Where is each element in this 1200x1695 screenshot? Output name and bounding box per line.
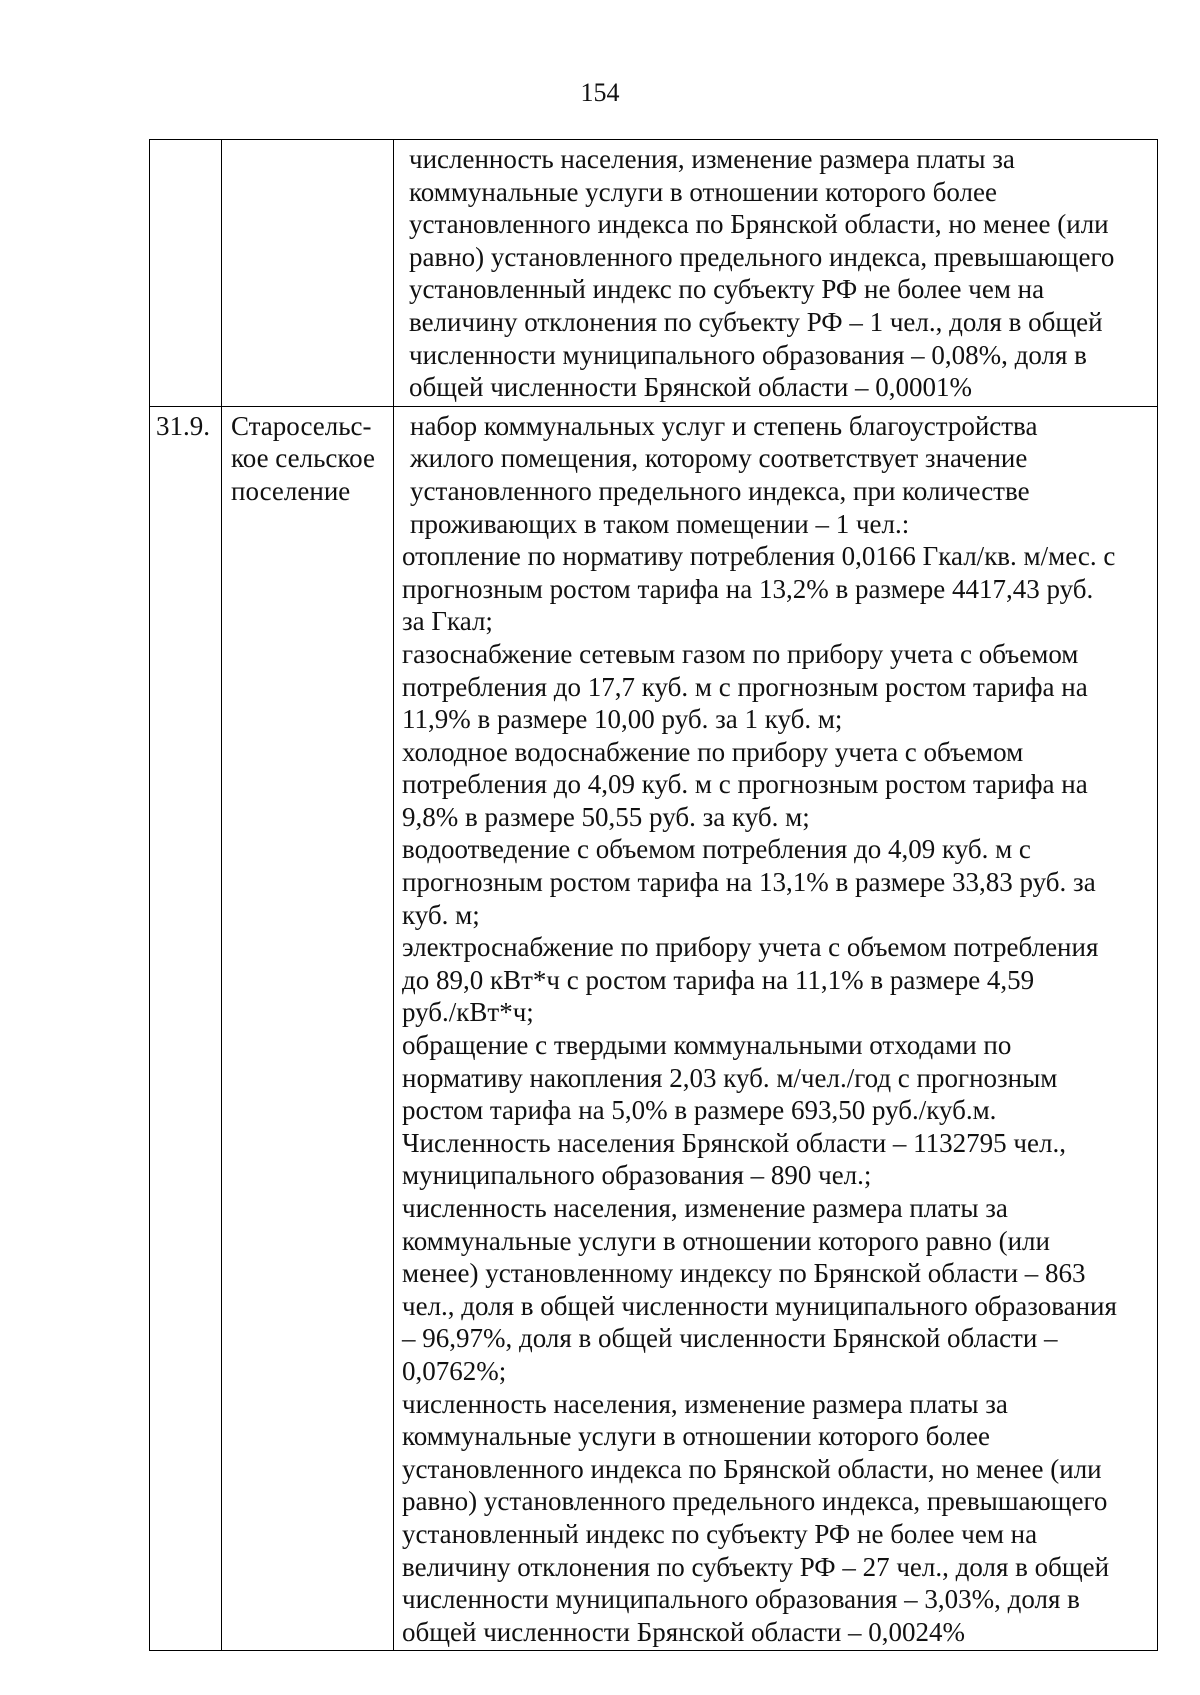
intro-block: [402, 410, 1153, 540]
description-line: холодное водоснабжение по прибору учета с объемом: [402, 736, 1024, 767]
row-description-cell: [394, 140, 1158, 407]
description-line: численности муниципального образования – 0,08%, доля в: [409, 339, 1087, 370]
table-row-31-9: [150, 406, 1158, 1651]
description-line: 11,9% в размере 10,00 руб. за 1 куб. м;: [402, 704, 843, 735]
description-line: величину отклонения по субъекту РФ – 27 чел., доля в общей: [402, 1551, 1110, 1582]
description-line: общей численности Брянской области – 0,0024%: [402, 1616, 966, 1647]
description-line: численность населения, изменение размера платы за: [409, 144, 1015, 174]
intro-line: проживающих в таком помещении – 1 чел.:: [410, 508, 910, 539]
description-line: величину отклонения по субъекту РФ – 1 чел., доля в общей: [409, 306, 1103, 337]
description-line: численности муниципального образования – 3,03%, доля в: [402, 1584, 1080, 1615]
description-line: численность населения, изменение размера платы за: [402, 1193, 1008, 1223]
description-line: ростом тарифа на 5,0% в размере 693,50 руб./куб.м.: [402, 1095, 997, 1126]
description-line: численность населения, изменение размера платы за: [402, 1388, 1008, 1419]
description-line: коммунальные услуги в отношении которого равно (или: [402, 1225, 1050, 1256]
description-line: отопление по нормативу потребления 0,0166 Гкал/кв. м/мес. с: [402, 541, 1116, 572]
description-line: обращение с твердыми коммунальными отходами по: [402, 1030, 1012, 1061]
description-line: потребления до 4,09 куб. м с прогнозным ростом тарифа на: [402, 769, 1088, 800]
document-table: [149, 139, 1158, 1651]
description-line: установленного индекса по Брянской области, но менее (или: [402, 1453, 1102, 1484]
description-line: до 89,0 кВт*ч с ростом тарифа на 11,1% в размере 4,59: [402, 964, 1035, 995]
description-line: – 96,97%, доля в общей численности Брянской области –: [402, 1323, 1058, 1354]
description-line: 9,8% в размере 50,55 руб. за куб. м;: [402, 801, 810, 832]
description-line: коммунальные услуги в отношении которого более: [409, 176, 997, 207]
description-line: общей численности Брянской области – 0,0001%: [409, 372, 973, 403]
description-line: установленный индекс по субъекту РФ не более чем на: [402, 1518, 1038, 1549]
description-line: водоотведение с объемом потребления до 4,09 куб. м с: [402, 834, 1031, 865]
description-line: Численность населения Брянской области – 1132795 чел.,: [402, 1127, 1066, 1158]
description-line: нормативу накопления 2,03 куб. м/чел./год с прогнозным: [402, 1062, 1058, 1093]
page-number: 154: [580, 78, 620, 107]
description-line: установленного индекса по Брянской области, но менее (или: [409, 209, 1109, 240]
row-name-cell: [222, 140, 394, 407]
row-name-cell: [222, 406, 394, 1651]
description-line: электроснабжение по прибору учета с объемом потребления: [402, 932, 1099, 963]
description-line: прогнозным ростом тарифа на 13,2% в размере 4417,43 руб.: [402, 573, 1094, 604]
description-line: куб. м;: [402, 899, 480, 930]
row-number-cell: [150, 140, 222, 407]
description-line: равно) установленного предельного индекса, превышающего: [409, 241, 1115, 272]
description-line: равно) установленного предельного индекса, превышающего: [402, 1486, 1108, 1517]
description-line: потребления до 17,7 куб. м с прогнозным ростом тарифа на: [402, 671, 1088, 702]
row-number-cell: 31.9.: [150, 406, 222, 1651]
description-line: 0,0762%;: [402, 1355, 507, 1386]
settlement-name-line: кое сельское: [231, 443, 375, 474]
row-description-cell: [394, 406, 1158, 1651]
description-line: за Гкал;: [402, 606, 493, 637]
description-line: прогнозным ростом тарифа на 13,1% в размере 33,83 руб. за: [402, 867, 1096, 898]
intro-line: набор коммунальных услуг и степень благоустройства: [410, 410, 1038, 441]
settlement-name-line: Старосельс-: [231, 410, 372, 441]
description-line: коммунальные услуги в отношении которого более: [402, 1421, 990, 1452]
description-line: установленный индекс по субъекту РФ не более чем на: [409, 274, 1045, 305]
description-line: чел., доля в общей численности муниципального образования: [402, 1290, 1117, 1321]
description-line: газоснабжение сетевым газом по прибору учета с объемом: [402, 638, 1079, 669]
description-line: руб./кВт*ч;: [402, 997, 534, 1028]
description-line: менее) установленному индексу по Брянской области – 863: [402, 1258, 1086, 1289]
table-row-continuation: [150, 140, 1158, 407]
intro-line: жилого помещения, которому соответствует значение: [410, 443, 1028, 474]
settlement-name-line: поселение: [231, 475, 351, 506]
intro-line: установленного предельного индекса, при количестве: [410, 475, 1030, 506]
description-line: муниципального образования – 890 чел.;: [402, 1160, 872, 1191]
